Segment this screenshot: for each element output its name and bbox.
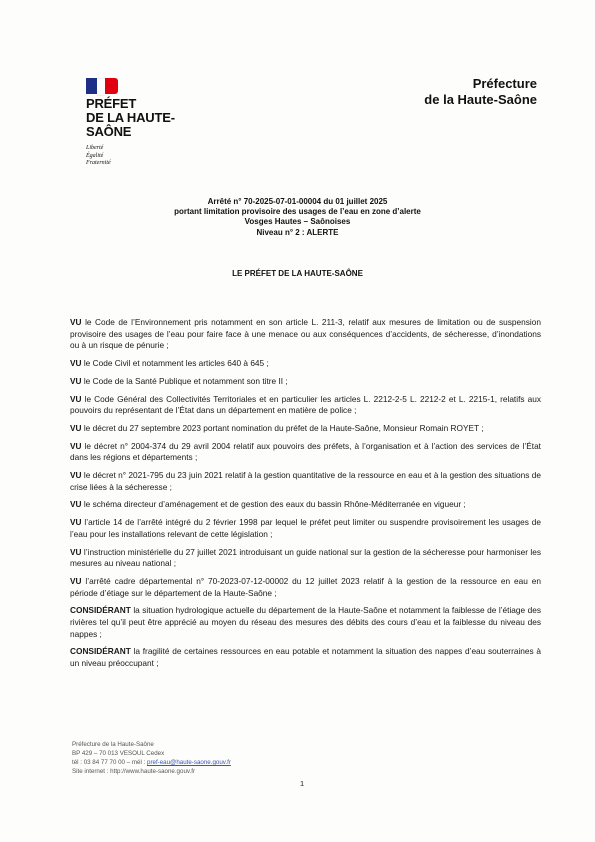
paragraph-text: l’article 14 de l’arrêté intégré du 2 février 1998 par lequel le préfet peut limiter ou suspendre provisoirement les usages de l’eau pour les installations relevant de cette législation ; xyxy=(70,517,541,539)
paragraph-text: le Code Civil et notamment les articles 640 à 645 ; xyxy=(81,357,269,368)
paragraph-text: le décret n° 2021-795 du 23 juin 2021 relatif à la gestion quantitative de la ressource en eau et à la gestion des situations de crise liées à la sécheresse ; xyxy=(70,470,541,492)
paragraph xyxy=(70,517,541,540)
paragraph xyxy=(70,547,541,570)
paragraph-keyword: VU xyxy=(70,517,82,528)
paragraph-keyword: VU xyxy=(70,575,82,586)
page-number: 1 xyxy=(300,779,305,788)
paragraph xyxy=(70,317,541,352)
logo-name-line: DE LA HAUTE- xyxy=(86,110,175,125)
paragraph-keyword: VU xyxy=(70,357,82,368)
decree-body xyxy=(70,317,541,676)
marianne-flag-icon xyxy=(86,78,118,94)
footer-postal: BP 429 – 70 013 VESOUL Cedex xyxy=(72,750,165,757)
paragraph-text: le schéma directeur d’aménagement et de gestion des eaux du bassin Rhône-Méditerranée en vigueur ; xyxy=(81,499,466,510)
footer-website[interactable]: Site internet : http://www.haute-saone.gouv.fr xyxy=(72,768,196,775)
prefecture-header xyxy=(424,76,537,108)
paragraph-keyword: VU xyxy=(70,375,82,386)
prefecture-line: Préfecture xyxy=(472,76,537,91)
paragraph-keyword: VU xyxy=(70,470,82,481)
motto-line: Liberté xyxy=(86,145,104,151)
paragraph xyxy=(70,499,541,511)
prefet-heading: LE PRÉFET DE LA HAUTE-SAÔNE xyxy=(232,269,363,278)
footer-phone: tél : 03 84 77 70 00 – mél : xyxy=(72,759,147,766)
paragraph-keyword: CONSIDÉRANT xyxy=(70,646,131,657)
paragraph-keyword: VU xyxy=(70,422,82,433)
paragraph xyxy=(70,394,541,417)
title-line: Vosges Hautes – Saônoises xyxy=(244,217,351,227)
paragraph-text: l’arrêté cadre départemental n° 70-2023-07-12-00002 du 12 juillet 2023 relatif à la gestion de la ressource en eau en période d’étiage sur le département de la Haute-Saône ; xyxy=(70,575,541,598)
paragraph xyxy=(70,470,541,493)
paragraph-keyword: VU xyxy=(70,393,82,404)
paragraph-keyword: VU xyxy=(70,499,82,510)
prefecture-line: de la Haute-Saône xyxy=(424,92,537,107)
paragraph xyxy=(70,441,541,464)
paragraph-text: le Code Général des Collectivités Territoriales et en particulier les articles L. 2212-2-5 L. 2212-2 et L. 2215-1, relatifs aux pouvoirs du représentant de l’État dans un département en matière de police ; xyxy=(70,393,541,416)
logo-name xyxy=(86,97,196,139)
title-line: Niveau n° 2 : ALERTE xyxy=(256,227,339,237)
paragraph-keyword: CONSIDÉRANT xyxy=(70,605,131,616)
paragraph-text: le Code de l’Environnement pris notamment en son article L. 211-3, relatif aux mesures de limitation ou de suspension provisoire des usages de l’eau pour faire face à une menace ou aux conséquences d’accidents, de sécheresse, d’inondations ou à un risque de pénurie ; xyxy=(70,317,541,351)
title-line: portant limitation provisoire des usages de l’eau en zone d’alerte xyxy=(174,207,421,217)
footer-email-link[interactable]: pref-eau@haute-saone.gouv.fr xyxy=(147,759,231,766)
logo-name-line: SAÔNE xyxy=(86,124,132,139)
paragraph xyxy=(70,423,541,435)
paragraph-text: le décret n° 2004-374 du 29 avril 2004 relatif aux pouvoirs des préfets, à l’organisation et à l’action des services de l’État dans les régions et départements ; xyxy=(70,440,541,463)
paragraph-keyword: VU xyxy=(70,440,82,451)
decree-title xyxy=(40,197,555,238)
footer-address: Préfecture de la Haute-Saône xyxy=(72,741,154,748)
paragraph xyxy=(70,605,541,640)
paragraph xyxy=(70,576,541,599)
motto-line: Fraternité xyxy=(86,160,111,166)
title-line: Arrêté n° 70-2025-07-01-00004 du 01 juillet 2025 xyxy=(207,197,388,206)
paragraph-text: le décret du 27 septembre 2023 portant nomination du préfet de la Haute-Saône, Monsieur Romain ROYET ; xyxy=(81,422,484,433)
prefet-logo xyxy=(86,78,196,168)
paragraph xyxy=(70,646,541,669)
paragraph-keyword: VU xyxy=(70,317,82,327)
paragraph-text: le Code de la Santé Publique et notamment son titre II ; xyxy=(81,375,288,386)
paragraph xyxy=(70,358,541,370)
footer-contact xyxy=(72,758,231,767)
paragraph xyxy=(70,376,541,388)
page-footer xyxy=(72,740,231,776)
paragraph-text: la fragilité de certaines ressources en eau potable et notamment la situation des nappes d’eau souterraines à un niveau préoccupant ; xyxy=(70,646,541,668)
logo-name-line: PRÉFET xyxy=(86,96,137,111)
paragraph-text: l’instruction ministérielle du 27 juillet 2021 introduisant un guide national sur la gestion de la sécheresse pour harmoniser les mesures au niveau national ; xyxy=(70,546,541,569)
motto-line: Égalité xyxy=(86,152,104,159)
paragraph-text: la situation hydrologique actuelle du département de la Haute-Saône et notamment la faiblesse de l’étiage des rivières tel qu’il peut être apprécié au moyen du réseau des mesures des débits des cours d’eau et la faiblesse du niveau des nappes ; xyxy=(70,605,541,639)
paragraph-keyword: VU xyxy=(70,546,82,557)
republic-motto xyxy=(86,145,196,168)
